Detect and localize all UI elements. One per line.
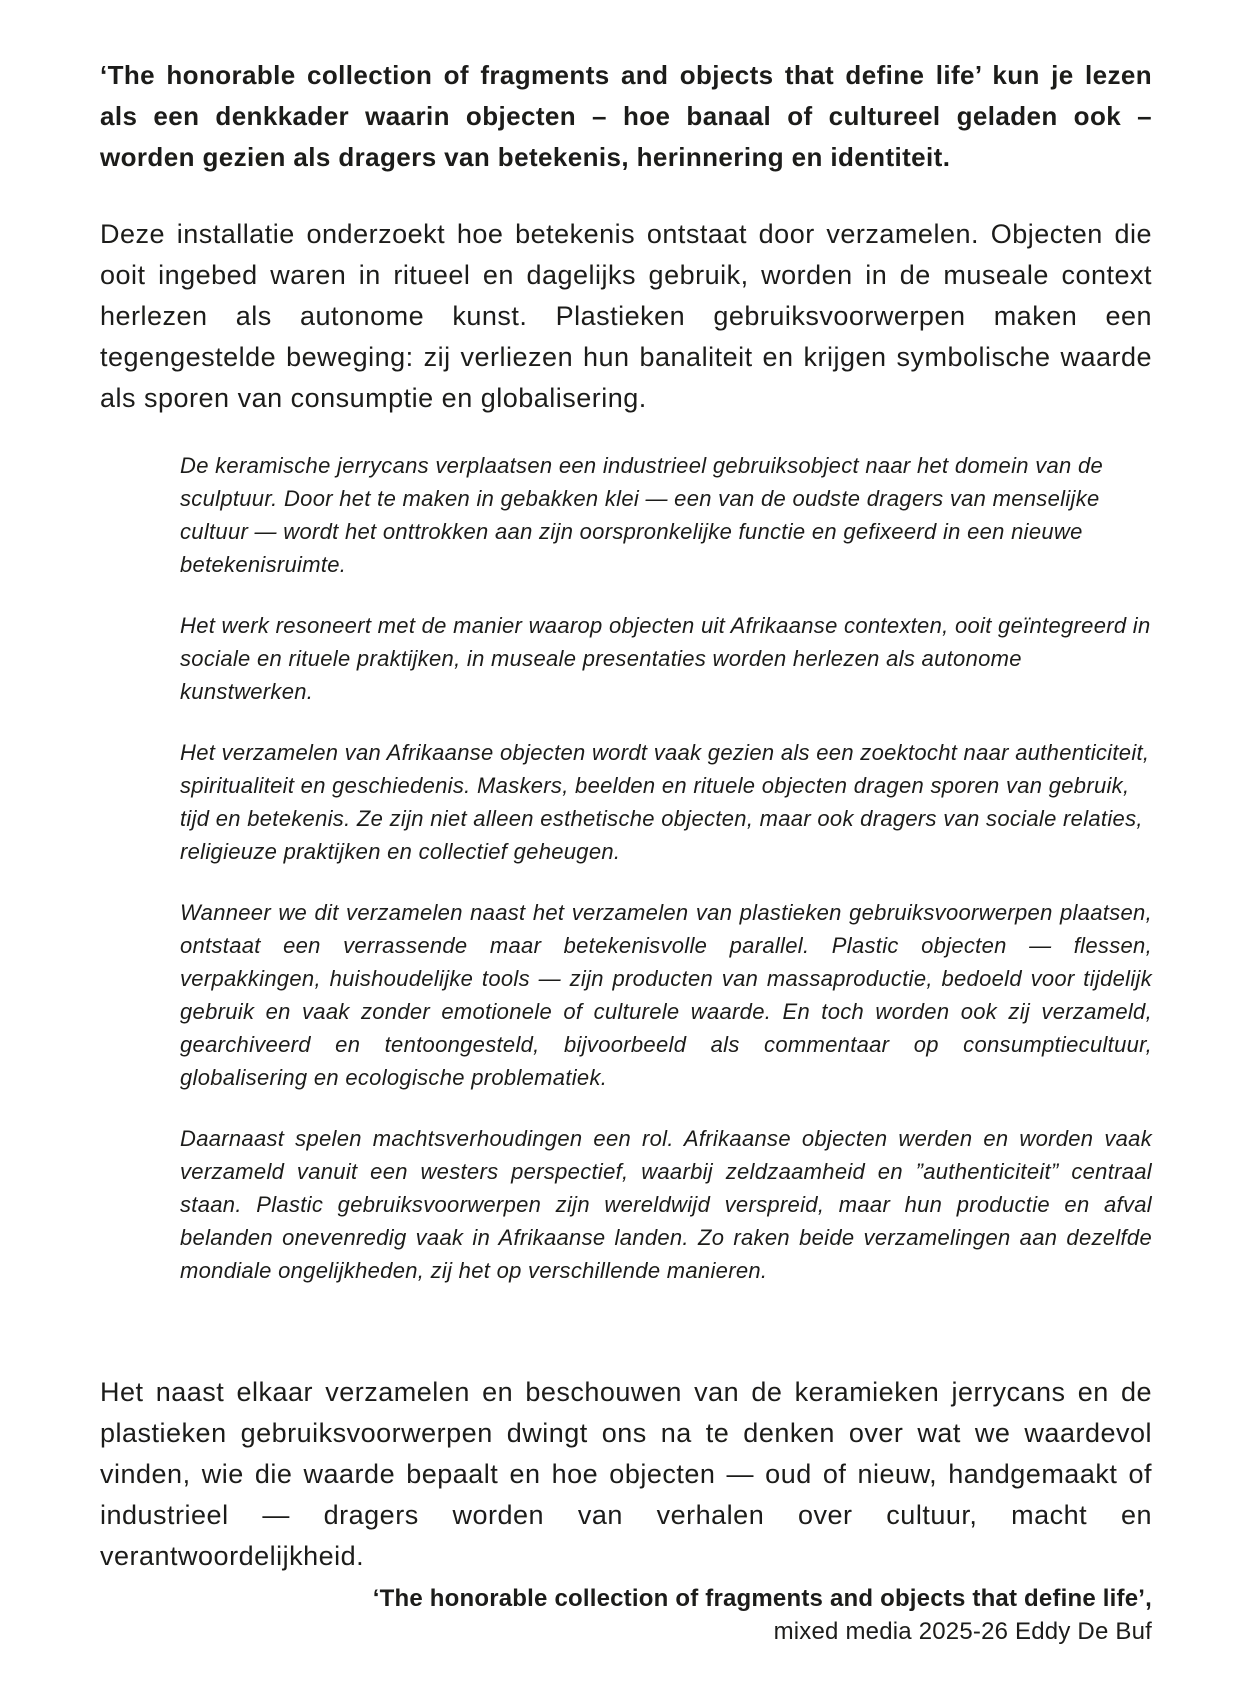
quote-paragraph: Het verzamelen van Afrikaanse objecten wordt vaak gezien als een zoektocht naar authenticiteit, spiritualiteit en geschiedenis. Maskers, beelden en rituele objecten dragen sporen van gebruik, tijd en betekenis. Ze zijn niet alleen esthetische objecten, maar ook dragers van sociale relaties, religieuze praktijken en collectief geheugen. xyxy=(180,740,1150,864)
artwork-caption-credit: mixed media 2025-26 Eddy De Buf xyxy=(773,1618,1152,1645)
quote-paragraph: Daarnaast spelen machtsverhoudingen een rol. Afrikaanse objecten werden en worden vaak verzameld vanuit een westers perspectief, waarbij zeldzaamheid en ”authenticiteit” centraal staan. Plastic gebruiksvoorwerpen zijn wereldwijd verspreid, maar hun productie en afval belanden onevenredig vaak in Afrikaanse landen. Zo raken beide verzamelingen aan dezelfde mondiale ongelijkheden, zij het op verschillende manieren. xyxy=(180,1126,1152,1283)
quote-section xyxy=(180,449,1152,1287)
artwork-caption-title: ‘The honorable collection of fragments and objects that define life’, xyxy=(372,1585,1152,1612)
intro-paragraph: Deze installatie onderzoekt hoe betekenis ontstaat door verzamelen. Objecten die ooit ingebed waren in ritueel en dagelijks gebruik, worden in de museale context herlezen als autonome kunst. Plastieken gebruiksvoorwerpen maken een tegengestelde beweging: zij verliezen hun banaliteit en krijgen symbolische waarde als sporen van consumptie en globalisering. xyxy=(100,219,1152,413)
intro-heading: ‘The honorable collection of fragments and objects that define life’ kun je lezen als een denkkader waarin objecten – hoe banaal of cultureel geladen ook – worden gezien als dragers van betekenis, herinnering en identiteit. xyxy=(100,60,1152,172)
artwork-caption xyxy=(100,1582,1152,1700)
closing-paragraph: Het naast elkaar verzamelen en beschouwen van de keramieken jerrycans en de plastieken gebruiksvoorwerpen dwingt ons na te denken over wat we waardevol vinden, wie die waarde bepaalt en hoe objecten — oud of nieuw, handgemaakt of industrieel — dragers worden van verhalen over cultuur, macht en verantwoordelijkheid. xyxy=(100,1377,1152,1571)
quote-paragraph: Wanneer we dit verzamelen naast het verzamelen van plastieken gebruiksvoorwerpen plaatsen, ontstaat een verrassende maar betekenisvolle parallel. Plastic objecten — flessen, verpakkingen, huishoudelijke tools — zijn producten van massaproductie, bedoeld voor tijdelijk gebruik en vaak zonder emotionele of culturele waarde. En toch worden ook zij verzameld, gearchiveerd en tentoongesteld, bijvoorbeeld als commentaar op consumptiecultuur, globalisering en ecologische problematiek. xyxy=(180,900,1152,1090)
quote-paragraph: De keramische jerrycans verplaatsen een industrieel gebruiksobject naar het domein van de sculptuur. Door het te maken in gebakken klei — een van de oudste dragers van menselijke cultuur — wordt het onttrokken aan zijn oorspronkelijke functie en gefixeerd in een nieuwe betekenisruimte. xyxy=(180,453,1104,577)
quote-paragraph: Het werk resoneert met de manier waarop objecten uit Afrikaanse contexten, ooit geïntegreerd in sociale en rituele praktijken, in museale presentaties worden herlezen als autonome kunstwerken. xyxy=(180,613,1151,704)
